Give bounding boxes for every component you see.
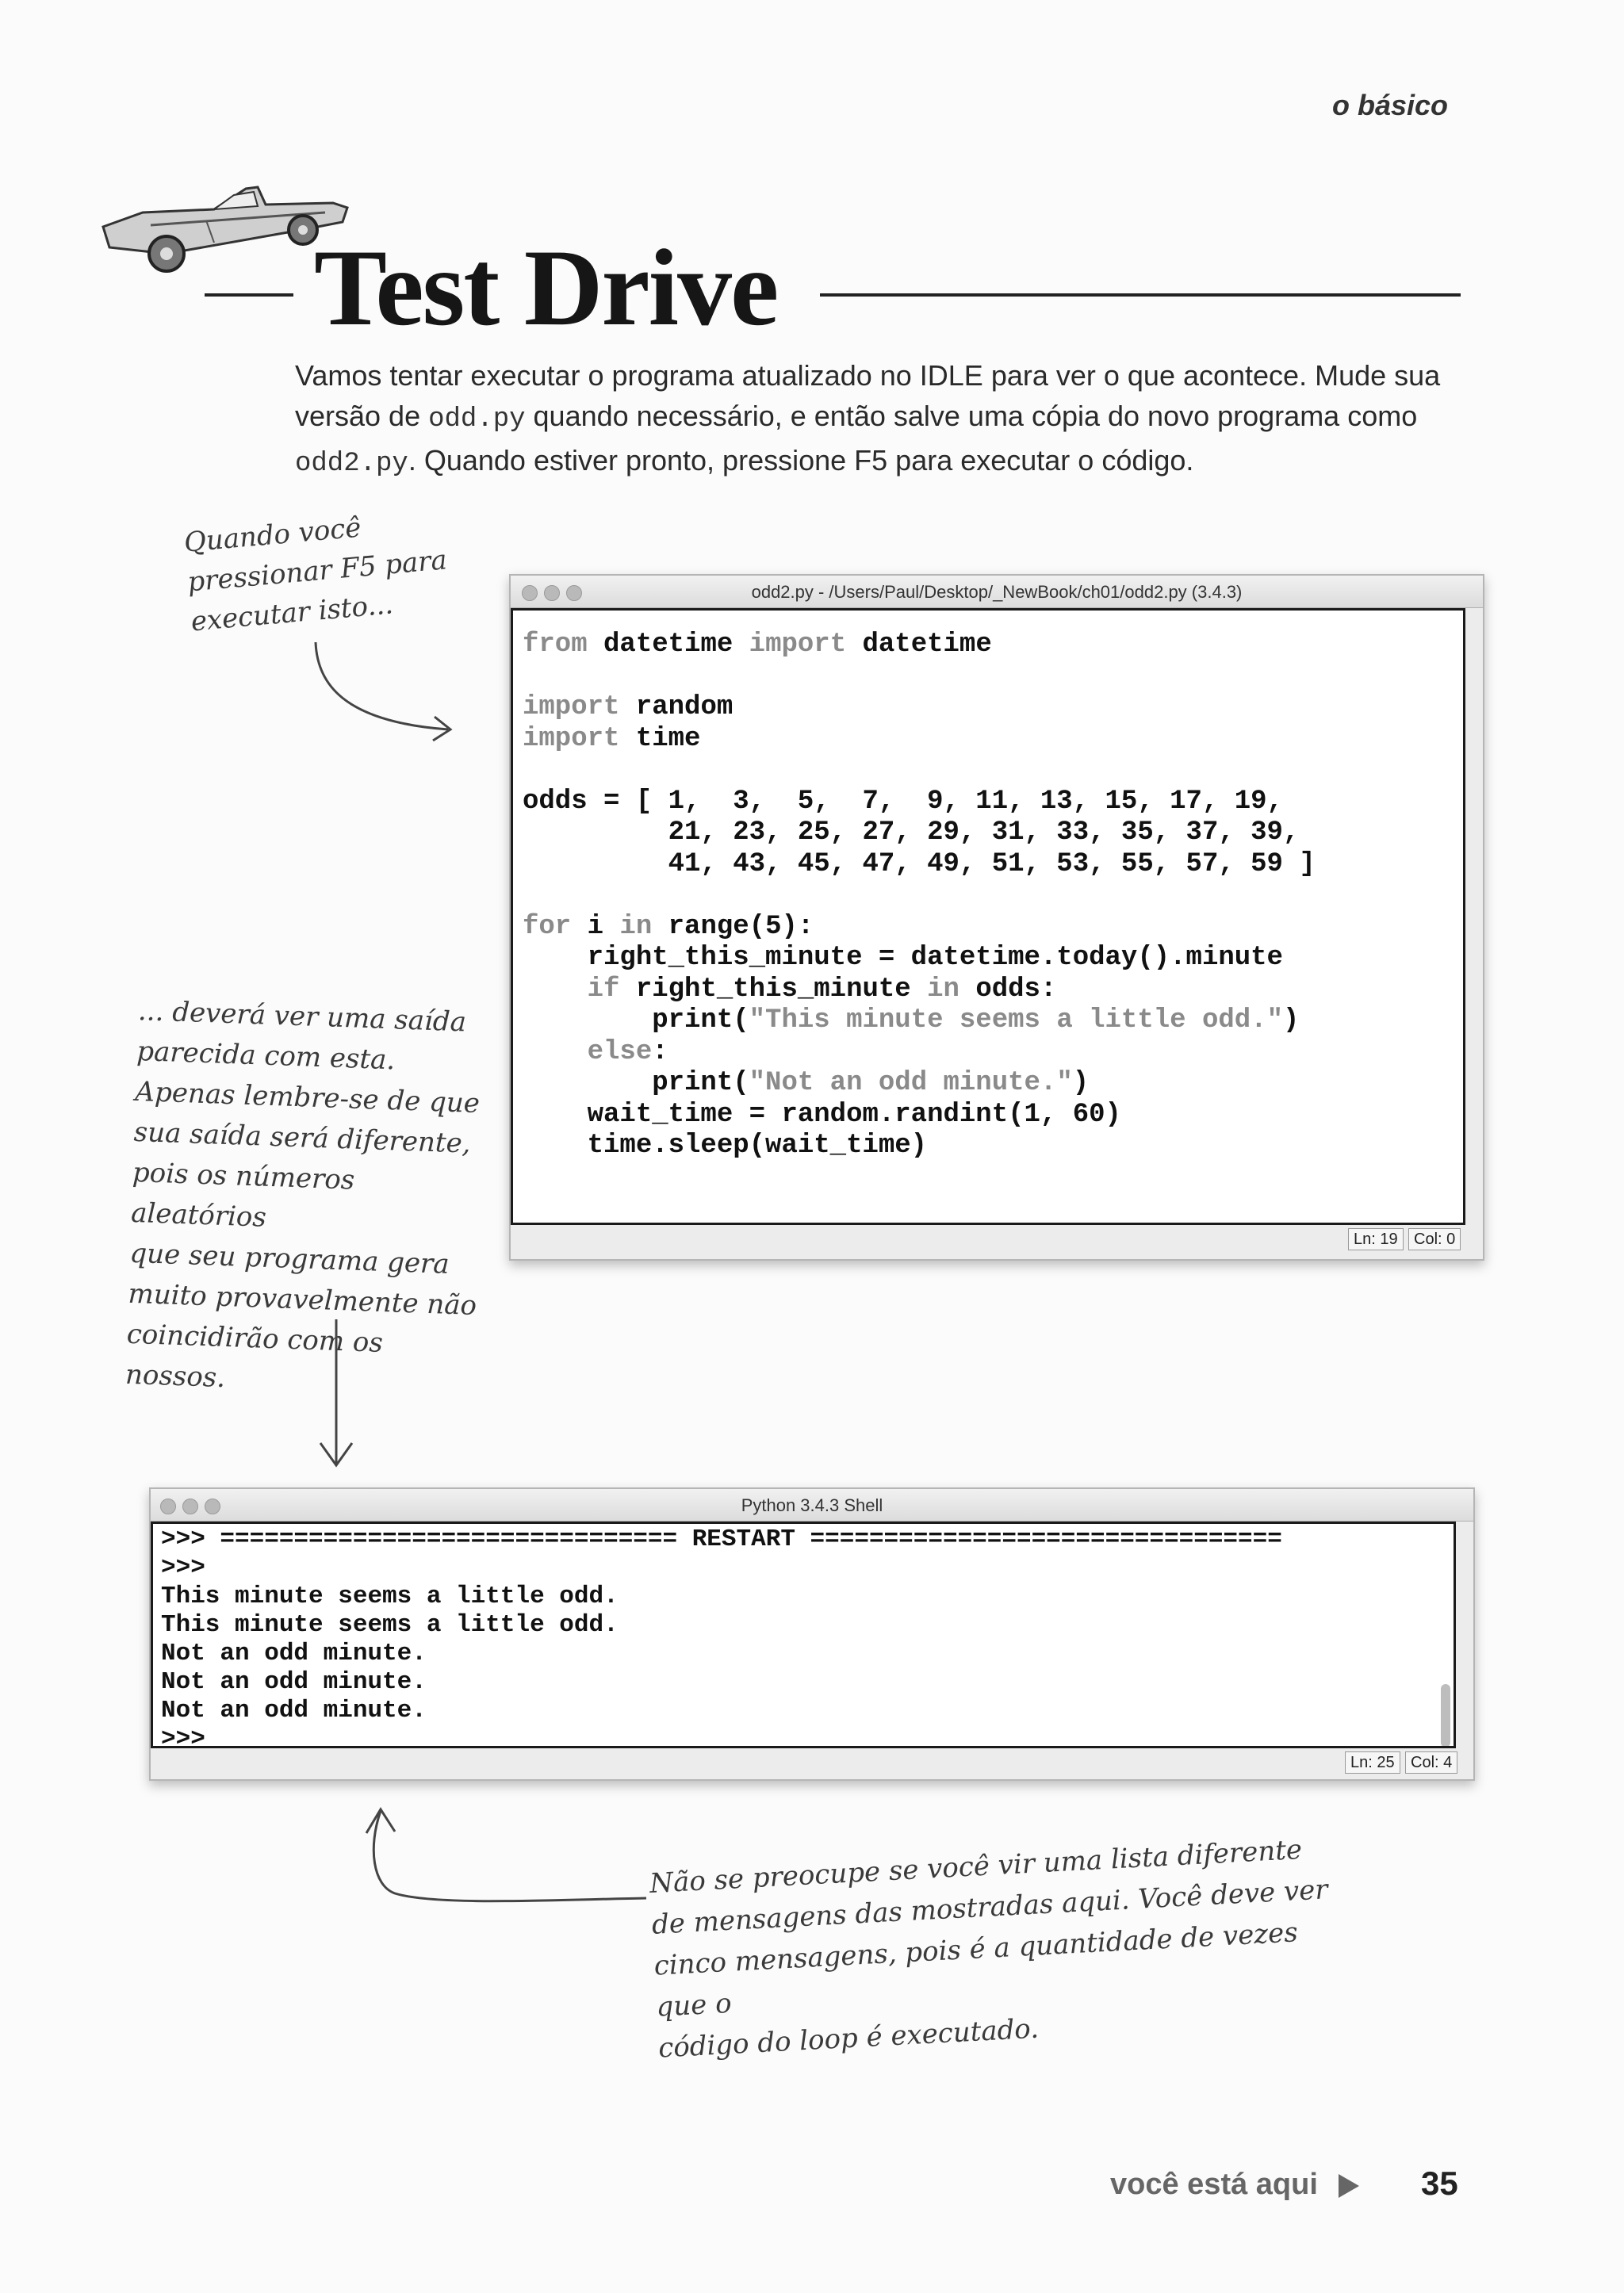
editor-window: [509, 574, 1484, 1261]
shell-line: Not an odd minute.: [161, 1640, 427, 1667]
section-label: o básico: [1332, 89, 1449, 121]
shell-line: Not an odd minute.: [161, 1668, 427, 1696]
shell-line: >>> =============================== RESTART ================================: [161, 1525, 1282, 1553]
code-line: for i in range(5):: [523, 911, 814, 942]
code-line: time.sleep(wait_time): [523, 1131, 928, 1161]
code-line: right_this_minute = datetime.today().minute: [523, 943, 1283, 973]
inline-code: odd.py: [428, 404, 526, 434]
code-line: if right_this_minute in odds:: [587, 974, 1057, 1005]
shell-line: This minute seems a little odd.: [161, 1611, 619, 1639]
code-line: wait_time = random.randint(1, 60): [523, 1099, 1121, 1130]
shell-window: [149, 1487, 1475, 1781]
code-line: import random: [523, 692, 733, 722]
code-line: [523, 661, 1463, 693]
code-line: [523, 755, 1463, 787]
handwritten-note-f5: Quando você pressionar F5 para executar isto...: [182, 511, 449, 638]
shell-titlebar: [151, 1489, 1473, 1522]
line-indicator: Ln: 19: [1348, 1228, 1404, 1250]
footer-text: você está aqui: [1110, 2168, 1318, 2201]
handwritten-note-output: ... deverá ver uma saída parecida com esta. Apenas lembre-se de que sua saída será diferente, pois os números aleatórios que seu programa gera muito provavelmente não coincidirão com os nossos.: [124, 994, 481, 1395]
editor-titlebar: [511, 576, 1483, 608]
shell-scrollbar[interactable]: [1441, 1525, 1452, 1744]
column-indicator: Col: 0: [1408, 1228, 1461, 1250]
column-indicator: Col: 4: [1405, 1751, 1457, 1774]
page-title: Test Drive: [314, 227, 778, 348]
triangle-right-icon: [1339, 2174, 1359, 2198]
intro-paragraph: Vamos tentar executar o programa atualizado no IDLE para ver o que acontece. Mude sua versão de odd.py quando necessário, e então salve uma cópia do novo programa como odd2.py. Quando estiver pronto, pressione F5 para executar o código.: [295, 359, 1441, 479]
code-line: odds = [ 1, 3, 5, 7, 9, 11, 13, 15, 17, 19,: [523, 786, 1283, 817]
title-rule-left: [205, 293, 293, 297]
shell-line: >>>: [161, 1554, 205, 1582]
editor-title: odd2.py - /Users/Paul/Desktop/_NewBook/ch01/odd2.py (3.4.3): [751, 582, 1243, 602]
arrow-to-shell-output: [349, 1800, 650, 1935]
code-line: print("Not an odd minute."): [523, 1068, 1090, 1098]
page-number: 35: [1421, 2165, 1458, 2202]
code-editor[interactable]: [511, 608, 1465, 1225]
code-line: 41, 43, 45, 47, 49, 51, 53, 55, 57, 59 ]: [523, 848, 1316, 879]
code-line: else:: [587, 1036, 668, 1067]
shell-title: Python 3.4.3 Shell: [741, 1495, 883, 1515]
code-line: [523, 880, 1463, 912]
shell-line: This minute seems a little odd.: [161, 1583, 619, 1610]
code-line: import time: [523, 723, 701, 754]
editor-status-bar: [511, 1225, 1483, 1252]
code-line: from datetime import datetime: [523, 630, 992, 660]
scrollbar-thumb[interactable]: [1441, 1684, 1450, 1748]
code-line: print("This minute seems a little odd."): [523, 1005, 1300, 1035]
inline-code: odd2.py: [295, 449, 408, 479]
arrow-to-editor: [301, 634, 460, 753]
title-rule-right: [820, 293, 1461, 297]
line-indicator: Ln: 25: [1345, 1751, 1400, 1774]
shell-output[interactable]: [151, 1522, 1456, 1748]
handwritten-note-messages: Não se preocupe se você vir uma lista diferente de mensagens das mostradas aqui. Você deve ver cinco mensagens, pois é a quantidade de vezes que o código do loop é executado.: [649, 1833, 1329, 2065]
arrow-to-shell: [309, 1316, 365, 1475]
shell-status-bar: [151, 1748, 1473, 1775]
shell-line: Not an odd minute.: [161, 1697, 427, 1725]
shell-line: >>>: [161, 1725, 205, 1748]
code-line: 21, 23, 25, 27, 29, 31, 33, 35, 37, 39,: [523, 817, 1300, 848]
